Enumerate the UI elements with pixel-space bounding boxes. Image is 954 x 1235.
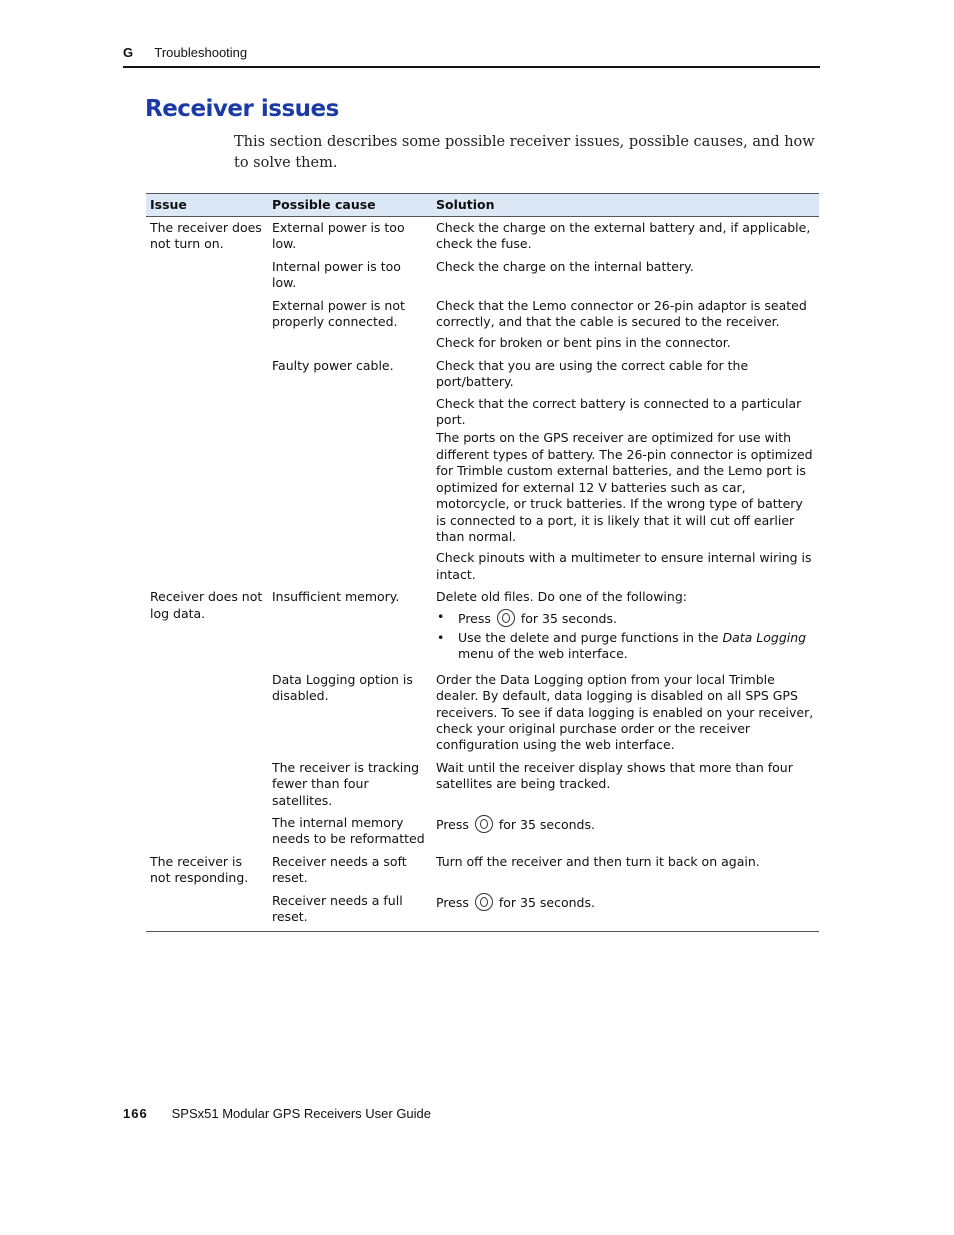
document-title: SPSx51 Modular GPS Receivers User Guide [171,1106,432,1121]
issue-cell [146,669,268,757]
issue-cell: Receiver does not log data. [150,589,263,621]
solution-text: Check the charge on the internal battery. [436,258,694,274]
power-button-icon [475,815,493,833]
solution-cell [432,812,819,851]
table-row [146,586,819,669]
solution-cell [432,586,819,669]
duration-text: for 35 seconds. [520,610,617,626]
cause-cell: External power is too low. [272,220,405,252]
cause-cell: Insufficient memory. [272,589,400,605]
table-row [146,217,819,256]
cause-cell: External power is not properly connected. [272,297,405,330]
list-item [436,609,815,627]
solution-text: Check for broken or bent pins in the connector. [436,335,731,351]
solution-text: The ports on the GPS receiver are optimized for use with different types of battery. The 26-pin connector is optimized for Trimble custom external batteries, and the Lemo port is optimized for external 12 V batteries such as car, motorcycle, or truck batteries. If the wrong type of battery is connected to a port, it is likely that it will cut off earlier than normal. [436,430,813,544]
table-row [146,256,819,295]
table-row [146,890,819,932]
cause-cell: Faulty power cable. [272,357,394,373]
cause-cell: The receiver is tracking fewer than four satellites. [272,759,420,808]
menu-name: Data Logging [722,629,807,645]
cause-cell: Receiver needs a soft reset. [272,853,407,886]
section-name: Troubleshooting [154,45,248,60]
solution-text: Check that the correct battery is connected to a particular port. [436,395,802,428]
solution-cell [432,757,819,812]
issue-cell: The receiver does not turn on. [150,220,262,252]
table-header-row [146,194,819,217]
table-row [146,851,819,890]
list-item [436,630,815,663]
solution-text: Check pinouts with a multimeter to ensure internal wiring is intact. [436,550,812,582]
issue-cell [146,355,268,586]
solution-text: Check that the Lemo connector or 26-pin adaptor is seated correctly, and that the cable is secured to the receiver. [436,297,807,330]
duration-text: for 35 seconds. [498,894,595,910]
cause-cell: The internal memory needs to be reformatted [272,815,425,847]
page-title: Receiver issues [145,96,339,122]
solution-cell [432,217,819,256]
table-row [146,295,819,355]
cause-cell: Receiver needs a full reset. [268,890,432,932]
table-row [146,355,819,586]
solution-text: Check that you are using the correct cable for the port/battery. [436,357,749,390]
page-footer [123,1106,431,1121]
issue-cell [146,256,268,295]
solution-text: Delete old files. Do one of the following: [436,589,687,605]
table-row [146,757,819,812]
solution-cell [432,890,819,932]
cause-cell: Internal power is too low. [272,258,401,291]
duration-text: for 35 seconds. [498,817,595,832]
issue-cell [146,757,268,812]
solution-cell [432,669,819,757]
power-button-icon [475,893,493,911]
press-label: Press [436,894,469,910]
solution-text: Wait until the receiver display shows that more than four satellites are being tracked. [436,759,793,792]
issue-cell [146,890,268,932]
issue-cell [146,295,268,355]
issue-cell: The receiver is not responding. [150,853,249,886]
solution-cell [432,295,819,355]
issue-cell [146,812,268,851]
page-number: 166 [123,1106,148,1121]
solution-list [436,609,815,663]
press-label: Press [436,817,469,832]
solution-cell [432,355,819,586]
solution-text: Turn off the receiver and then turn it back on again. [436,853,760,869]
intro-paragraph: This section describes some possible receiver issues, possible causes, and how to solve them. [234,134,815,171]
power-button-icon [497,609,515,627]
running-head [123,45,820,60]
solution-cell [432,256,819,295]
table-row [146,812,819,851]
cause-cell: Data Logging option is disabled. [272,671,413,704]
issues-table [146,193,819,932]
solution-cell [432,851,819,890]
press-label: Press [458,610,491,626]
header-solution: Solution [432,194,819,217]
header-cause: Possible cause [268,194,432,217]
table-row [146,669,819,757]
header-issue: Issue [146,194,268,217]
bullet-text: menu of the web interface. [458,646,628,662]
appendix-letter: G [123,45,134,60]
solution-text: Check the charge on the external battery and, if applicable, check the fuse. [436,220,811,252]
header-rule [123,66,820,68]
bullet-text: Use the delete and purge functions in the [458,629,719,645]
solution-text: Order the Data Logging option from your local Trimble dealer. By default, data logging is disabled on all SPS GPS receivers. To see if data logging is enabled on your receiver, check your original purchase order or the receiver configuration using the web interface. [436,671,814,753]
